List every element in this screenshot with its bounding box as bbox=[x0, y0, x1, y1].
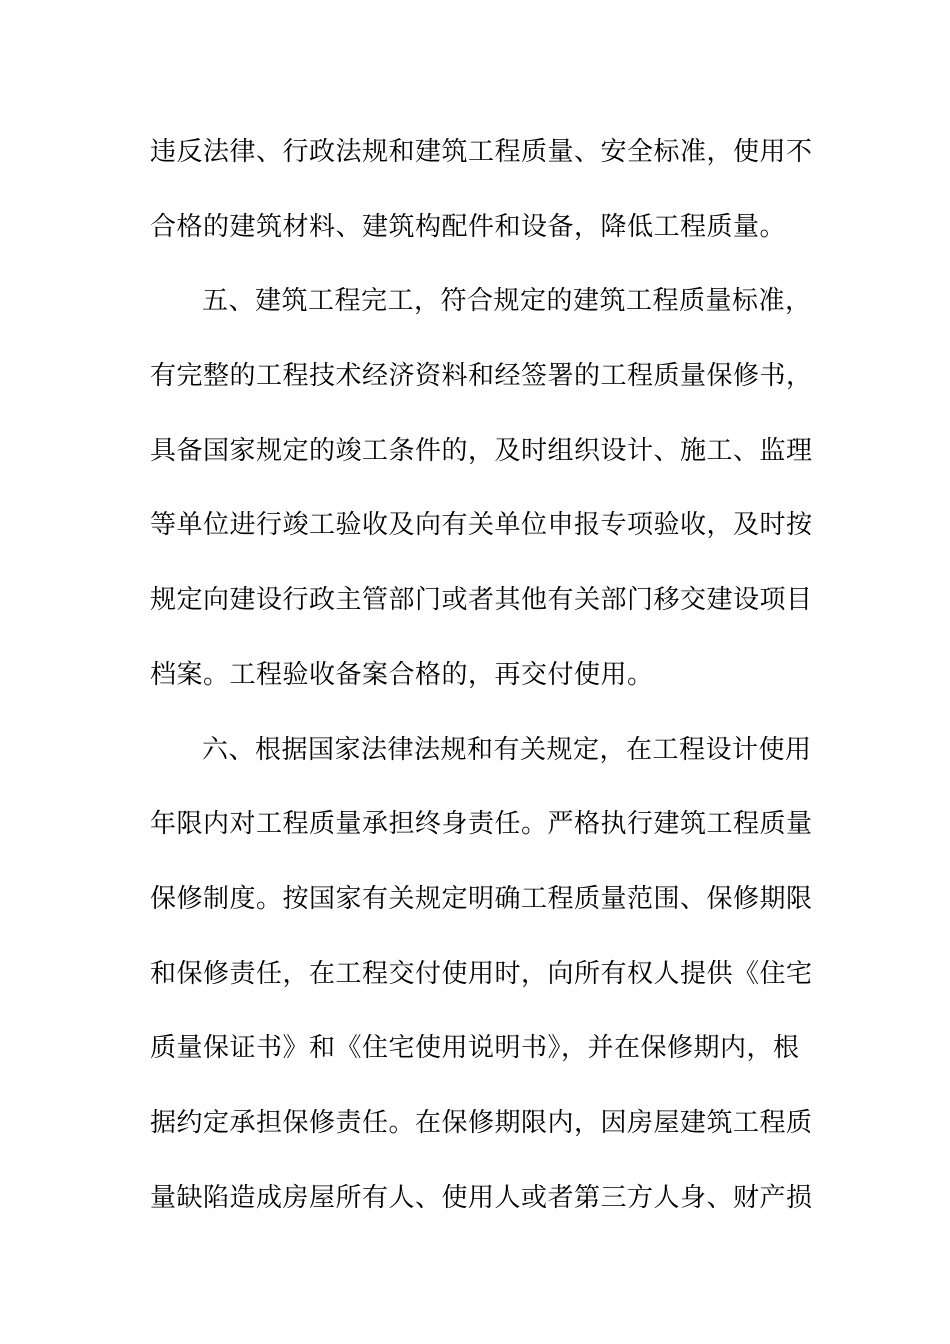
text-line: 质量保证书》和《住宅使用说明书》，并在保修期内，根 bbox=[150, 1033, 800, 1064]
text-line: 量缺陷造成房屋所有人、使用人或者第三方人身、财产损 bbox=[150, 1182, 813, 1213]
text-line: 和保修责任，在工程交付使用时，向所有权人提供《住宅 bbox=[150, 958, 813, 989]
text-line: 等单位进行竣工验收及向有关单位申报专项验收，及时按 bbox=[150, 510, 813, 541]
text-line: 档案。工程验收备案合格的，再交付使用。 bbox=[150, 659, 654, 690]
text-line: 违反法律、行政法规和建筑工程质量、安全标准，使用不 bbox=[150, 137, 813, 167]
text-line: 具备国家规定的竣工条件的，及时组织设计、施工、监理 bbox=[150, 435, 813, 466]
text-line: 保修制度。按国家有关规定明确工程质量范围、保修期限 bbox=[150, 883, 813, 914]
text-line: 有完整的工程技术经济资料和经签署的工程质量保修书， bbox=[150, 361, 813, 392]
paragraph-five-first-line: 五、建筑工程完工，符合规定的建筑工程质量标准， bbox=[202, 286, 812, 317]
paragraph-six-first-line: 六、根据国家法律法规和有关规定，在工程设计使用 bbox=[202, 734, 812, 765]
body-text bbox=[150, 126, 813, 1246]
text-line: 年限内对工程质量承担终身责任。严格执行建筑工程质量 bbox=[150, 809, 813, 840]
text-line: 规定向建设行政主管部门或者其他有关部门移交建设项目 bbox=[150, 585, 813, 616]
text-line: 合格的建筑材料、建筑构配件和设备，降低工程质量。 bbox=[150, 211, 787, 242]
text-line: 据约定承担保修责任。在保修期限内，因房屋建筑工程质 bbox=[150, 1107, 813, 1138]
